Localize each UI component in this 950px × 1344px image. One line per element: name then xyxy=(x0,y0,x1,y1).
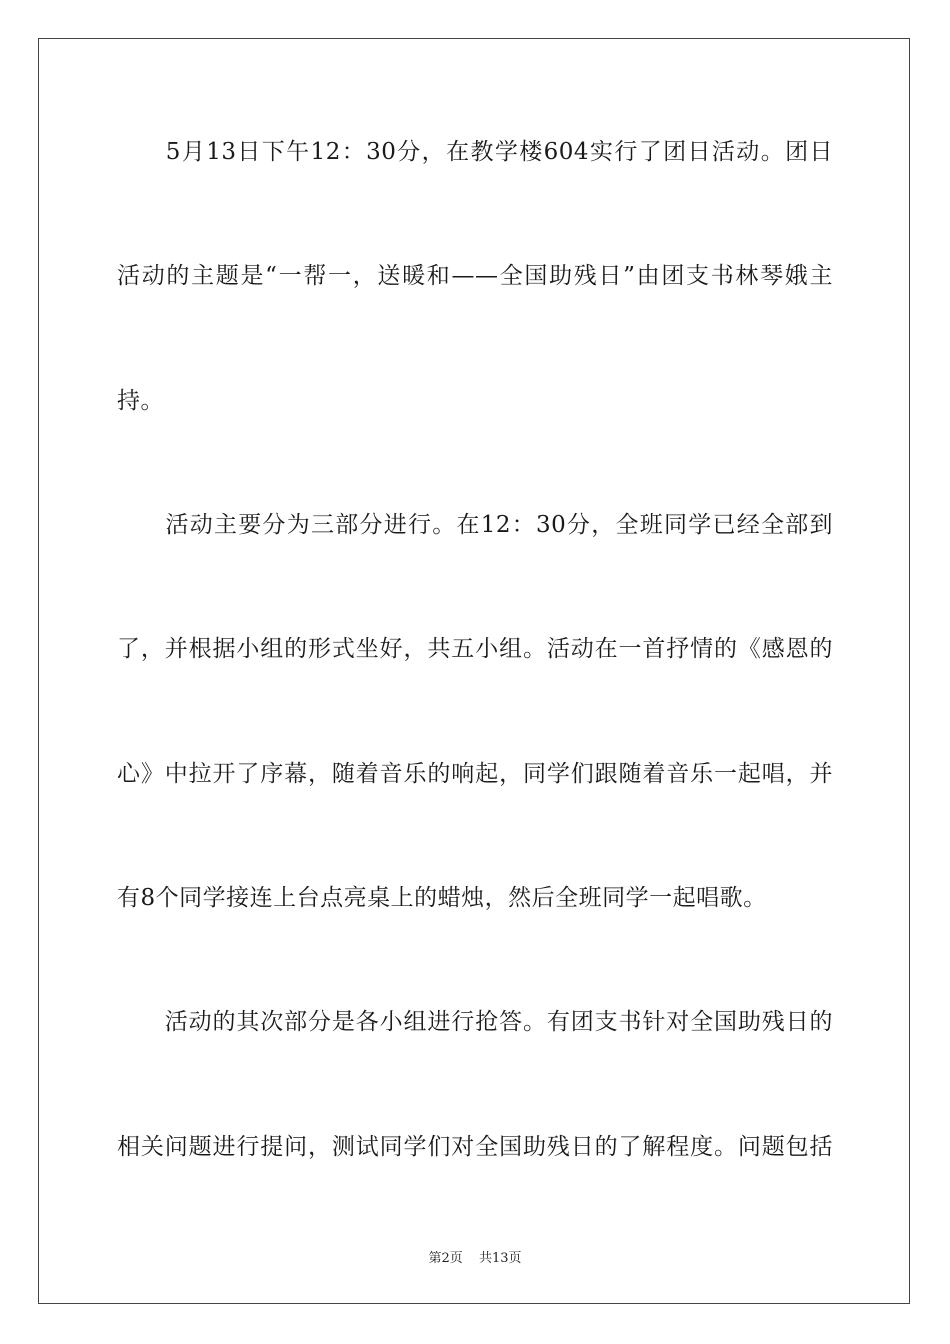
text-line: 活动的主题是“一帮一，送暖和——全国助残日”由团支书林琴娥主 xyxy=(117,263,833,289)
text-line: 活动主要分为三部分进行。在12：30分，全班同学已经全部到 xyxy=(117,512,833,538)
page-footer xyxy=(0,1247,950,1266)
text-line: 有8个同学接连上台点亮桌上的蜡烛，然后全班同学一起唱歌。 xyxy=(117,885,767,911)
text-line: 相关问题进行提问，测试同学们对全国助残日的了解程度。问题包括 xyxy=(117,1134,833,1160)
text-line: 心》中拉开了序幕，随着音乐的响起，同学们跟随着音乐一起唱，并 xyxy=(117,761,833,787)
text-line: 活动的其次部分是各小组进行抢答。有团支书针对全国助残日的 xyxy=(117,1009,833,1035)
text-line: 5月13日下午12：30分，在教学楼604实行了团日活动。团日 xyxy=(117,139,833,165)
page-border xyxy=(38,38,910,1304)
text-line: 持。 xyxy=(117,388,164,414)
page-total: 共13页 xyxy=(478,1251,522,1266)
page-number: 第2页 xyxy=(428,1251,463,1266)
text-line: 了，并根据小组的形式坐好，共五小组。活动在一首抒情的《感恩的 xyxy=(117,636,833,662)
